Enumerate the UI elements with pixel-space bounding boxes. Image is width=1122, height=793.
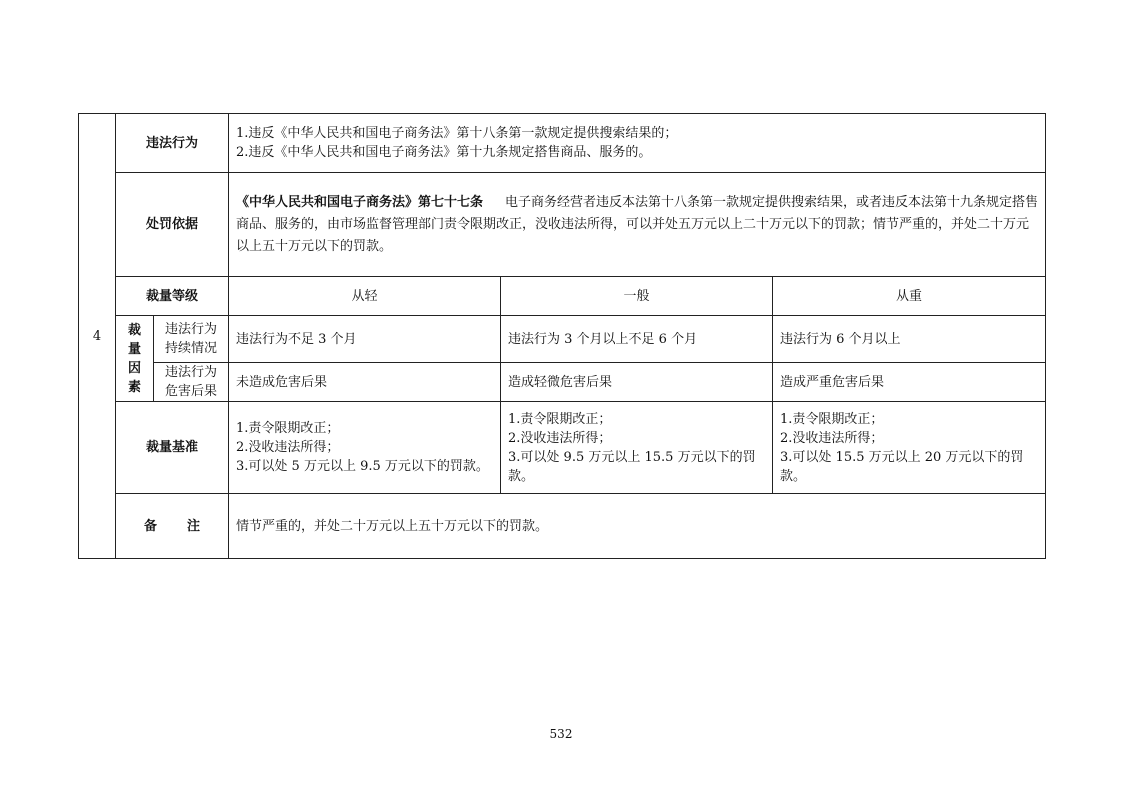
basis-text: 电子商务经营者违反本法第十八条第一款规定提供搜索结果，或者违反本法第十九条规定搭售商品、服务的，由市场监督管理部门责令限期改正，没收违法所得，可以并处五万元以上二十万元以下的罚款；情节严重的，并处二十万元以上五十万元以下的罚款。 (236, 194, 1039, 254)
remark-row (79, 494, 1046, 559)
standard-line: 2.没收违法所得； (508, 430, 612, 446)
violation-label: 违法行为 (116, 114, 229, 173)
standard-line: 2.没收违法所得； (780, 430, 884, 446)
penalty-discretion-table (78, 113, 1046, 559)
remark-label (116, 494, 229, 559)
factor-name-line: 违法行为 (165, 322, 218, 337)
level-light: 从轻 (229, 277, 501, 316)
basis-label: 处罚依据 (116, 173, 229, 277)
standard-light (229, 402, 501, 494)
page-number: 532 (549, 727, 573, 741)
factor-harm-heavy: 造成严重危害后果 (773, 363, 1046, 402)
factor-name-line: 持续情况 (165, 341, 218, 356)
standard-line: 1.责令限期改正； (236, 421, 340, 436)
factor-harm-light: 未造成危害后果 (229, 363, 501, 402)
standard-label: 裁量基准 (116, 402, 229, 494)
remark-content: 情节严重的，并处二十万元以上五十万元以下的罚款。 (229, 494, 1046, 559)
standard-line: 1.责令限期改正； (508, 411, 612, 427)
factors-label-char: 量 (127, 341, 141, 357)
factor-duration-heavy: 违法行为 6 个月以上 (773, 316, 1046, 363)
standard-line: 3.可以处 9.5 万元以上 15.5 万元以下的罚款。 (508, 449, 756, 484)
factor-name-duration (154, 316, 229, 363)
levels-row (79, 277, 1046, 316)
level-heavy: 从重 (773, 277, 1046, 316)
factors-label (116, 316, 154, 402)
factor-harm-normal: 造成轻微危害后果 (501, 363, 773, 402)
basis-law-title: 《中华人民共和国电子商务法》第七十七条 (236, 194, 484, 210)
factors-label-char: 裁 (127, 322, 141, 338)
remark-label-char: 备 (143, 518, 157, 534)
standard-heavy (773, 402, 1046, 494)
standard-normal (501, 402, 773, 494)
factor-name-harm (154, 363, 229, 402)
factors-label-char: 因 (127, 360, 141, 376)
factor-name-line: 危害后果 (165, 384, 218, 399)
remark-label-char: 注 (187, 518, 201, 534)
basis-content (229, 173, 1046, 277)
violation-line-1: 1.违反《中华人民共和国电子商务法》第十八条第一款规定提供搜索结果的； (236, 126, 678, 141)
violation-row (79, 114, 1046, 173)
standard-line: 3.可以处 15.5 万元以上 20 万元以下的罚款。 (780, 449, 1024, 484)
standard-line: 3.可以处 5 万元以上 9.5 万元以下的罚款。 (236, 459, 489, 474)
factor-duration-normal: 违法行为 3 个月以上不足 6 个月 (501, 316, 773, 363)
standard-line: 2.没收违法所得； (236, 440, 340, 455)
factor-row-harm (79, 363, 1046, 402)
violation-line-2: 2.违反《中华人民共和国电子商务法》第十九条规定搭售商品、服务的。 (236, 145, 652, 160)
violation-content (229, 114, 1046, 173)
factor-row-duration (79, 316, 1046, 363)
standard-line: 1.责令限期改正； (780, 411, 884, 427)
levels-label: 裁量等级 (116, 277, 229, 316)
factors-label-char: 素 (127, 379, 141, 395)
row-number: 4 (79, 114, 116, 559)
factor-name-line: 违法行为 (165, 365, 218, 380)
level-normal: 一般 (501, 277, 773, 316)
basis-row (79, 173, 1046, 277)
factor-duration-light: 违法行为不足 3 个月 (229, 316, 501, 363)
standard-row (79, 402, 1046, 494)
